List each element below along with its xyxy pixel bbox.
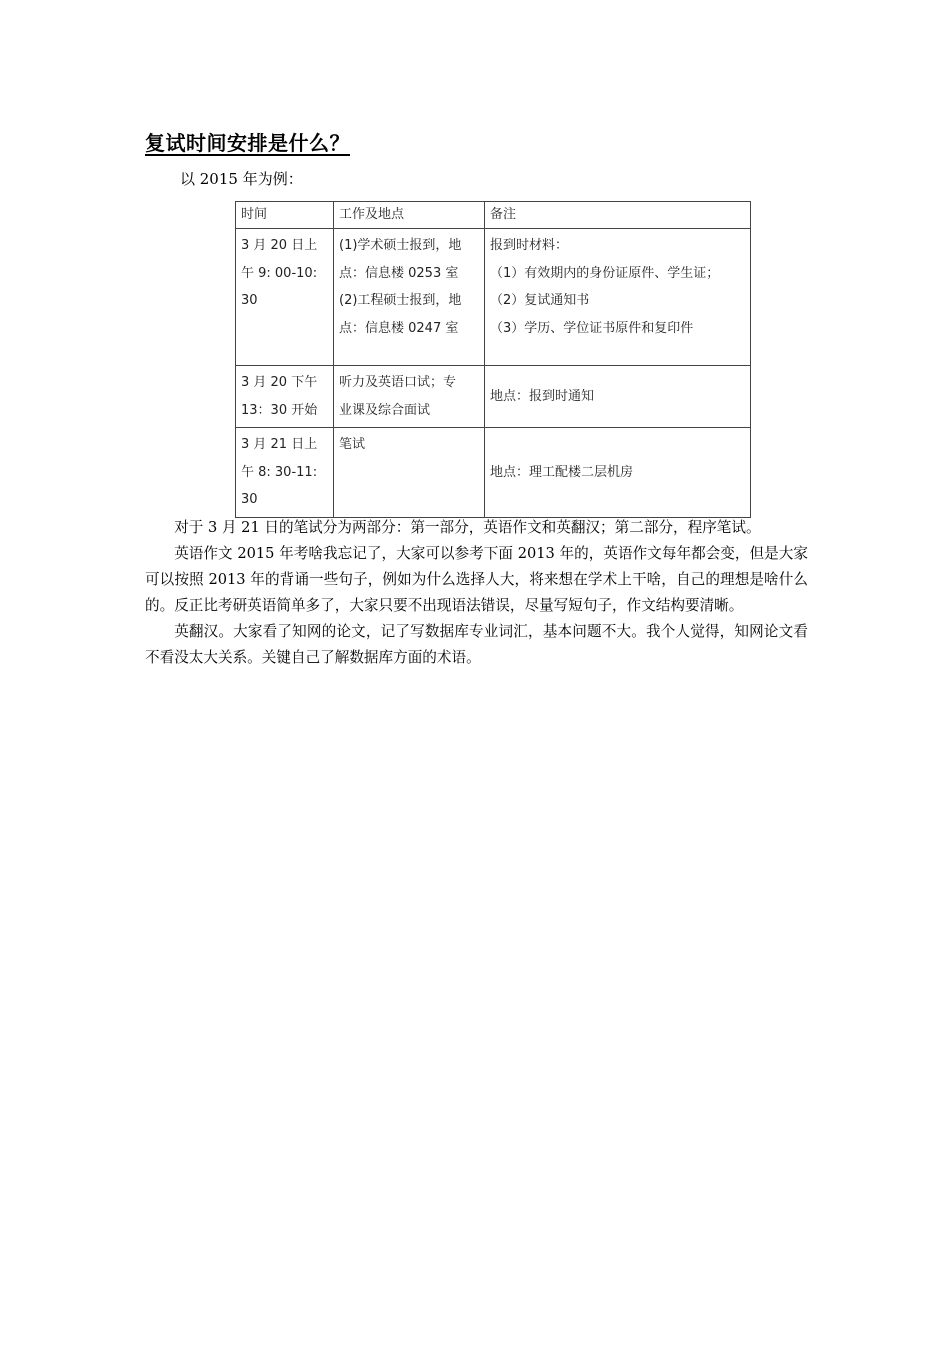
cell-line: 报到时材料： — [490, 238, 569, 253]
cell-line: （1）有效期内的身份证原件、学生证； — [490, 265, 720, 281]
cell-line: 点：信息楼 0253 室 — [339, 265, 459, 281]
cell-line: 13：30 开始 — [241, 402, 318, 418]
cell-line: 3 月 20 日上 — [241, 238, 318, 253]
section-heading: 复试时间安排是什么？ — [145, 131, 350, 155]
table-row — [236, 428, 751, 518]
cell-time — [236, 428, 334, 518]
cell-work — [334, 366, 485, 428]
cell-time — [236, 229, 334, 366]
cell-line: 午 9: 00-10: — [241, 265, 318, 281]
header-note: 备注 — [485, 202, 751, 229]
cell-line: (2)工程硕士报到，地 — [339, 293, 462, 308]
table-row — [236, 366, 751, 428]
cell-line: （3）学历、学位证书原件和复印件 — [490, 320, 694, 336]
cell-line: 3 月 20 下午 — [241, 375, 318, 390]
cell-line: 30 — [241, 293, 258, 308]
cell-line: 午 8: 30-11: — [241, 464, 318, 480]
cell-line: (1)学术硕士报到，地 — [339, 238, 462, 253]
cell-line: 点：信息楼 0247 室 — [339, 320, 459, 336]
cell-note — [485, 366, 751, 428]
intro-line: 以 2015 年为例： — [180, 170, 303, 188]
paragraph: 英翻汉。大家看了知网的论文，记了写数据库专业词汇，基本问题不大。我个人觉得，知网论文看不看没太大关系。关键自己了解数据库方面的术语。 — [145, 623, 808, 666]
paragraph: 英语作文 2015 年考啥我忘记了，大家可以参考下面 2013 年的，英语作文每年都会变，但是大家可以按照 2013 年的背诵一些句子，例如为什么选择人大，将来想在学术上干啥，自己的理想是啥什么的。反正比考研英语简单多了，大家只要不出现语法错误，尽量写短句子，作文结构要清晰。 — [145, 545, 808, 614]
cell-line: 笔试 — [339, 437, 366, 452]
cell-time — [236, 366, 334, 428]
table-header-row — [236, 202, 751, 229]
cell-line: 3 月 21 日上 — [241, 437, 318, 452]
header-time: 时间 — [236, 202, 334, 229]
cell-work — [334, 229, 485, 366]
cell-work — [334, 428, 485, 518]
cell-line: 听力及英语口试；专 — [339, 375, 457, 390]
schedule-table — [235, 201, 751, 518]
cell-line: 业课及综合面试 — [339, 402, 431, 418]
cell-line: （2）复试通知书 — [490, 293, 590, 308]
cell-note — [485, 229, 751, 366]
table-row — [236, 229, 751, 366]
cell-line: 地点：理工配楼二层机房 — [490, 464, 634, 480]
paragraph: 对于 3 月 21 日的笔试分为两部分：第一部分，英语作文和英翻汉；第二部分，程序笔试。 — [174, 519, 761, 536]
header-work: 工作及地点 — [334, 202, 485, 229]
body-text — [145, 515, 808, 671]
cell-line: 30 — [241, 492, 258, 507]
cell-line: 地点：报到时通知 — [490, 388, 595, 404]
cell-note — [485, 428, 751, 518]
